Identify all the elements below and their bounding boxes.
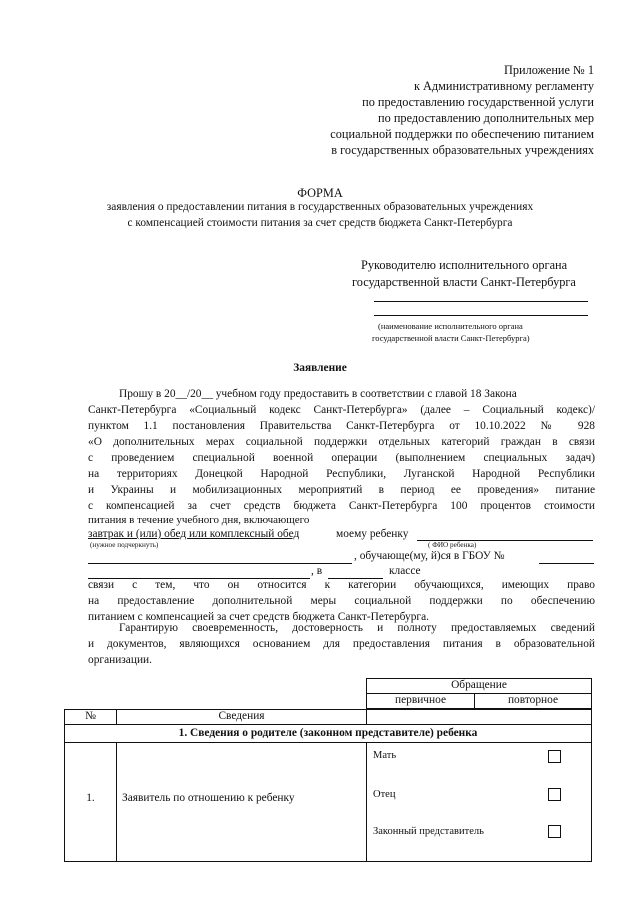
appendix-line-1: Приложение № 1 (503, 63, 594, 77)
form-title-line-2: с компенсацией стоимости питания за счет средств бюджета Санкт-Петербурга (127, 217, 513, 229)
p1-line-5: с проведением специальной военной операции (выполнением специальных задач) (88, 452, 595, 464)
p1-line-4: «О дополнительных мерах социальной поддержки отдельных категорий граждан в связи (88, 436, 595, 448)
meals-options[interactable]: завтрак и (или) обед или комплексный обед (88, 528, 300, 540)
p1-line-2: Санкт-Петербурга «Социальный кодекс Санкт-Петербурга» (далее – Социальный кодекс)/ (88, 404, 595, 416)
to-child-label: моему ребенку (336, 528, 409, 540)
p3-line-3: организации. (88, 654, 152, 666)
option-guardian-label: Законный представитель (373, 826, 484, 837)
p1-line-3: пунктом 1.1 постановления Правительства Санкт-Петербурга от 10.10.2022 № 928 (88, 420, 595, 432)
note-underline: (нужное подчеркнуть) (90, 541, 159, 549)
option-mother-label: Мать (373, 750, 397, 761)
p2-line-2: на предоставление дополнительной меры социальной поддержки по обеспечению (88, 595, 595, 607)
note-fio: ( ФИО ребенка) (428, 541, 477, 549)
option-guardian-checkbox[interactable] (548, 825, 561, 838)
col-appeal-empty (366, 709, 592, 725)
p2-line-3: питанием с компенсацией за счет средств бюджета Санкт-Петербурга. (88, 611, 430, 623)
p1-line-1: Прошу в 20__/20__ учебном году предоставить в соответствии с главой 18 Закона (119, 388, 517, 400)
p3-line-1: Гарантирую своевременность, достоверность и полноту предоставляемых сведений (119, 622, 595, 634)
p2-line-1: связи с тем, что он относится к категории обучающихся, имеющих право (88, 579, 595, 591)
col-info: Сведения (218, 710, 265, 722)
form-heading: ФОРМА (297, 186, 343, 200)
appendix-line-4: по предоставлению дополнительных мер (378, 111, 594, 125)
col-no: № (85, 710, 96, 722)
p1-line-7: и Украины и мобилизационных мероприятий в период ее проведения» питание (88, 484, 595, 496)
appendix-line-6: в государственных образовательных учреждениях (331, 143, 594, 157)
appendix-line-5: социальной поддержки по обеспечению питанием (330, 127, 594, 141)
appeal-repeat: повторное (507, 694, 559, 706)
p3-line-2: и документов, являющихся основанием для предоставления питания в образовательной (88, 638, 595, 650)
section-1-title: 1. Сведения о родителе (законном представителе) ребенка (178, 727, 478, 739)
row-1-no: 1. (86, 792, 95, 804)
addressee-blank-1[interactable] (374, 301, 588, 302)
option-father-checkbox[interactable] (548, 788, 561, 801)
appendix-line-3: по предоставлению государственной услуги (362, 95, 594, 109)
p1-line-9: питания в течение учебного дня, включающего (88, 514, 310, 526)
in-grade-class: классе (389, 565, 421, 577)
addressee-caption-1: (наименование исполнительного органа (378, 321, 523, 331)
addressee-line-1: Руководителю исполнительного органа (361, 258, 568, 272)
in-grade-v: , в (311, 565, 323, 577)
addressee-caption-2: государственной власти Санкт-Петербурга) (372, 333, 530, 343)
appendix-line-2: к Административному регламенту (413, 79, 594, 93)
statement-title: Заявление (293, 362, 347, 374)
addressee-blank-2[interactable] (374, 315, 588, 316)
p1-line-6: на территориях Донецкой Народной Республики, Луганской Народной Республики (88, 468, 595, 480)
row-1-label: Заявитель по отношению к ребенку (122, 792, 295, 804)
student-of-label: , обучающе(му, й)ся в ГБОУ № (354, 550, 505, 562)
option-mother-checkbox[interactable] (548, 750, 561, 763)
appeal-header: Обращение (451, 679, 507, 691)
addressee-line-2: государственной власти Санкт-Петербурга (352, 275, 576, 289)
appeal-primary: первичное (394, 694, 447, 706)
form-title-line-1: заявления о предоставлении питания в государственных образовательных учреждениях (106, 201, 534, 213)
p1-line-8: с компенсацией за счет средств бюджета Санкт-Петербурга 100 процентов стоимости (88, 500, 595, 512)
school-number-blank[interactable] (539, 563, 594, 564)
option-father-label: Отец (373, 789, 396, 800)
